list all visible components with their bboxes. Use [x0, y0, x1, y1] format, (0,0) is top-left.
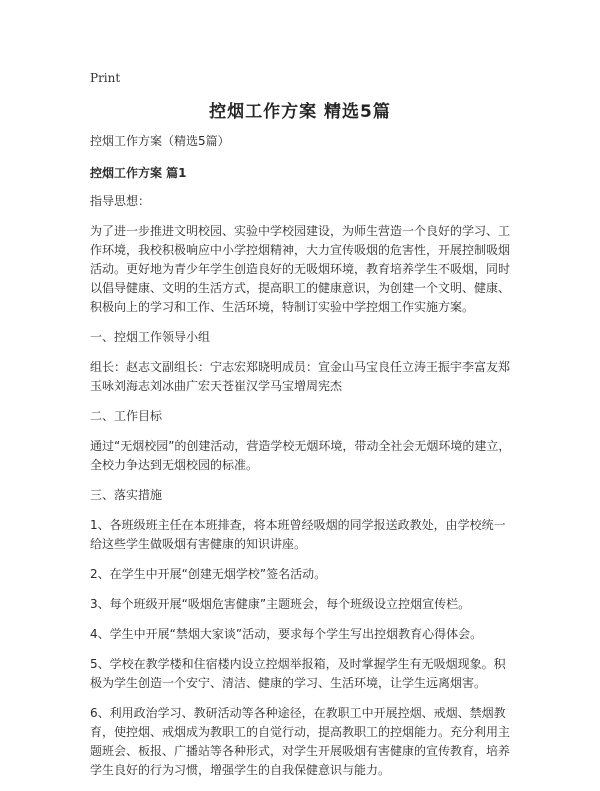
paragraph-intro: 为了进一步推进文明校园、实验中学校园建设，为师生营造一个良好的学习、工作环境，我校积极响应中小学控烟精神，大力宣传吸烟的危害性，开展控制吸烟活动。更好地为青少年学生创造良好的无吸烟环境，教育培养学生不吸烟，同时以倡导健康、文明的生活方式，提高职工的健康意识，为创建一个文明、健康、积极向上的学习和工作、生活环境，特制订实验中学控烟工作实施方案。	[90, 224, 511, 314]
paragraph-goals: 通过“无烟校园”的创建活动，营造学校无烟环境，带动全社会无烟环境的建立，全校力争达到无烟校园的标准。	[90, 439, 511, 472]
list-item-measure-3: 3、每个班级开展“吸烟危害健康”主题班会，每个班级设立控烟宣传栏。	[90, 597, 471, 611]
section-heading: 控烟工作方案 篇1	[90, 166, 187, 180]
list-item-measure-2: 2、在学生中开展“创建无烟学校”签名活动。	[90, 567, 327, 581]
list-item-measure-6: 6、利用政治学习、教研活动等各种途径，在教职工中开展控烟、戒烟、禁烟教育，使控烟、戒烟成为教职工的自觉行动，提高教职工的控烟能力。充分利用主题班会、板报、广播站等各种形式，对学生开展吸烟有害健康的宣传教育，培养学生良好的行为习惯，增强学生的自我保健意识与能力。	[90, 706, 511, 777]
list-item-measure-1: 1、各班级班主任在本班排查，将本班曾经吸烟的同学报送政教处，由学校统一给这些学生做吸烟有害健康的知识讲座。	[90, 518, 506, 551]
heading-work-goals: 二、工作目标	[90, 409, 163, 423]
paragraph-members: 组长：赵志文副组长：宁志宏郑晓明成员：宣金山马宝良任立涛王振宇李富友郑玉咏刘海志刘冰曲广宏天苍崔汉学马宝增周宪杰	[90, 360, 511, 393]
list-item-measure-4: 4、学生中开展“禁烟大家谈”活动，要求每个学生写出控烟教育心得体会。	[90, 627, 483, 641]
heading-leadership-group: 一、控烟工作领导小组	[90, 330, 211, 344]
document-body	[90, 132, 516, 791]
document-subtitle: 控烟工作方案（精选5篇）	[90, 134, 230, 148]
paragraph-guiding-thought: 指导思想：	[90, 194, 151, 208]
list-item-measure-5: 5、学校在教学楼和住宿楼内设立控烟举报箱，及时掌握学生有无吸烟现象。积极为学生创造一个安宁、清洁、健康的学习、生活环境，让学生远离烟害。	[90, 657, 506, 690]
document-title: 控烟工作方案 精选5篇	[209, 102, 391, 122]
heading-measures: 三、落实措施	[90, 488, 163, 502]
print-label[interactable]: Print	[90, 71, 121, 85]
